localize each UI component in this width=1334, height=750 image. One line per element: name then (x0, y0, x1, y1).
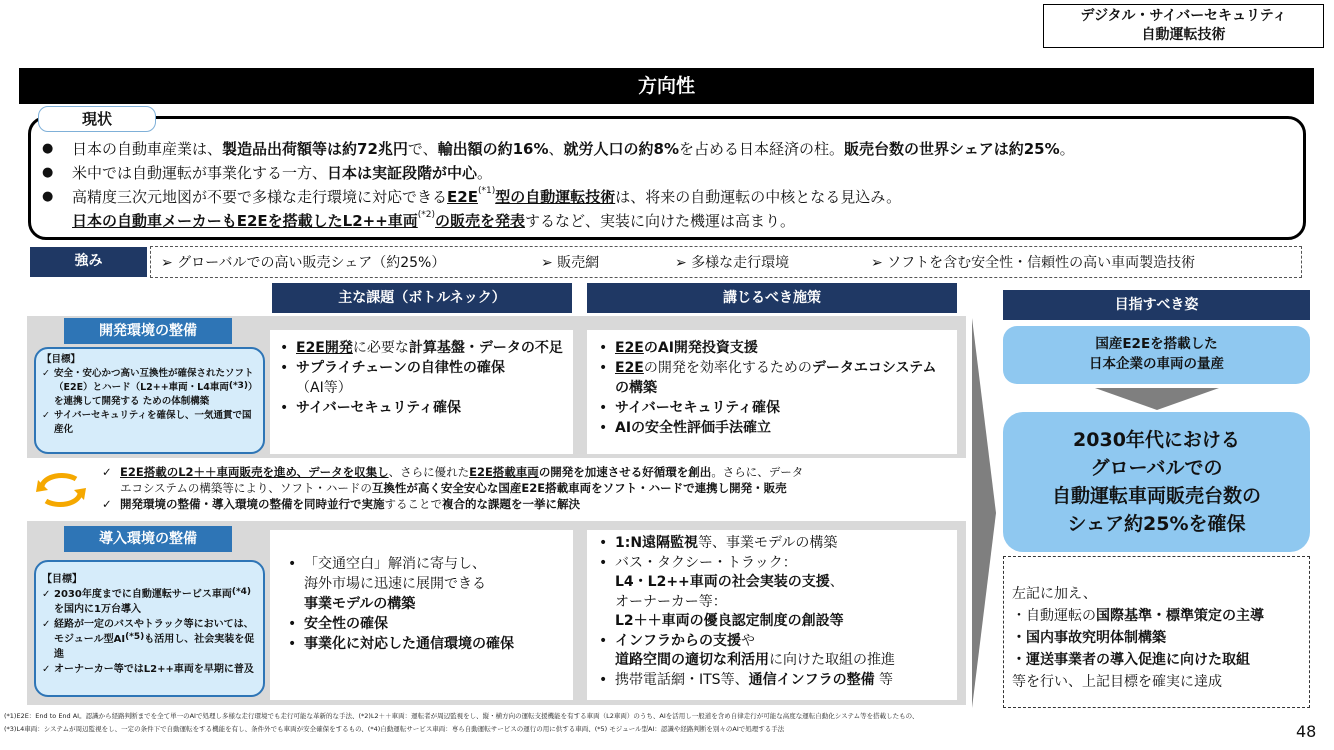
strength-item: ➢ 多様な走行環境 (675, 255, 790, 271)
status-item: ● 日本の自動車産業は、製造品出荷額等は約72兆円で、輸出額の約16%、就労人口の約8%を占める日本経済の柱。販売台数の世界シェアは約25%。 (42, 140, 1075, 158)
measure-item: • E2Eの開発を効率化するためのデータエコシステムの構築 (599, 360, 937, 396)
dev-goal-box (34, 347, 265, 454)
bullet-icon: ● (42, 165, 54, 180)
strength-item: ➢ グローバルでの高い販売シェア（約25%） (161, 255, 446, 271)
check-icon: ✓ (42, 410, 50, 421)
issue-item: • サプライチェーンの自律性の確保 （AI等） (280, 360, 505, 396)
check-icon: ✓ (102, 465, 112, 479)
status-item: ● 高精度三次元地図が不要で多様な走行環境に対応できる$E2E^{(*1)}$型の自動運転技術は、将来の自動運転の中核となる見込み。 (42, 186, 902, 206)
middle-item-cont: エコシステムの構築等により、ソフト・ハードの互換性が高く安全安心な国産E2E搭載車両をソフト・ハードで連携し開発・販売 (120, 481, 787, 495)
goal-title: 【目標】 (42, 574, 82, 585)
dev-tab: 開発環境の整備 (64, 318, 232, 344)
issue-item: • サイバーセキュリティ確保 (280, 400, 462, 416)
dev-issues-cell (270, 330, 573, 454)
section-tag-line2: 自動運転技術 (1141, 27, 1226, 43)
section-tag (1043, 4, 1324, 48)
middle-item: ✓ 開発環境の整備・導入環境の整備を同時並行で実施することで複合的な課題を一挙に解決 (102, 497, 580, 511)
aim-additional-note: 左記に加え、 ・自動運転の国際基準・標準策定の主導 ・国内事故究明体制構築 ・運送事業者の導入促進に向けた取組 等を行い、上記目標を確実に達成 (1003, 556, 1310, 708)
check-icon: ✓ (42, 368, 50, 379)
measure-item: • インフラからの支援や 道路空間の適切な利活用に向けた取組の推進 (599, 632, 895, 668)
issue-item: • E2E開発に必要な計算基盤・データの不足 (280, 340, 563, 356)
check-icon: ✓ (42, 589, 51, 600)
section-tag-line1: デジタル・サイバーセキュリティ (1080, 8, 1287, 24)
measures-header: 講じるべき施策 (587, 283, 957, 313)
middle-item: ✓ E2E搭載のL2＋＋車両販売を進め、データを収集し、さらに優れたE2E搭載車両の開発を加速させる好循環を創出。さらに、データ (102, 465, 804, 479)
right-arrow-icon (970, 318, 998, 708)
check-icon: ✓ (42, 664, 51, 675)
strength-item: ➢ ソフトを含む安全性・信頼性の高い車両製造技術 (871, 255, 1196, 271)
footnote-line: (*3)L4車両：システムが周辺監視をし、一定の条件下で自動運転をする機能を有し、条件外でも車両が安全確保をするもの、(*4)自動運転サービス車両：専ら自動運転サービスの運行の用に供する車両、(*5) モジュール型AI：認識や経路判断を別々のAIで処理する手法 (4, 725, 785, 733)
issues-header: 主な課題（ボトルネック） (272, 283, 572, 313)
bullet-icon: ● (42, 189, 54, 204)
down-arrow-icon (1095, 388, 1219, 410)
middle-band (102, 464, 962, 512)
strengths-list (150, 246, 1302, 278)
page-title: 方向性 (19, 68, 1314, 104)
dev-measures-cell (587, 330, 957, 454)
status-item-continuation: 日本の自動車メーカーもE2Eを搭載したL2++車両$^{(*2)}$の販売を発表するなど、実装に向けた機運は高まり。 (72, 210, 796, 230)
issue-item: • 事業化に対応した通信環境の確保 (288, 636, 514, 652)
intro-measures-cell (587, 530, 957, 700)
issue-item: • 「交通空白」解消に寄与し、 海外市場に迅速に展開できる 事業モデルの構築 (288, 556, 486, 612)
status-list (40, 138, 1300, 232)
goal-item: ✓ 経路が一定のバスやトラック等においては、モジュール型$AI^{(*5)}$も活用し、社会実装を促進 (42, 619, 255, 660)
cycle-icon (32, 470, 90, 510)
aim-mass-production: 国産E2Eを搭載した 日本企業の車両の量産 (1003, 326, 1310, 384)
check-icon: ✓ (102, 497, 112, 511)
aim-share-target: 2030年代における グローバルでの 自動運転車両販売台数の シェア約25%を確保 (1003, 412, 1310, 552)
bullet-icon: ● (42, 141, 54, 156)
intro-issues-cell (270, 530, 573, 700)
goal-item: ✓ サイバーセキュリティを確保し、一気通貫で国産化 (42, 410, 252, 435)
intro-goal-box (34, 560, 265, 697)
status-label: 現状 (38, 106, 156, 132)
footnote-line: (*1)E2E：End to End AI。認識から経路判断までを全て単一のAIで処理し多様な走行環境でも走行可能な革新的な手法、(*2)L2＋＋車両：運転者が周辺監視をし、縦・横方向の運転支援機能を有する車両（L2車両）のうち、AIを活用し一般道を含め自律走行が可能な高度な運転自動化システム等を搭載したもの、 (4, 712, 919, 720)
goal-title: 【目標】 (42, 354, 81, 365)
measure-item: • サイバーセキュリティ確保 (599, 400, 781, 416)
page-number: 48 (1296, 722, 1317, 741)
measure-item: • 1:N遠隔監視等、事業モデルの構築 (599, 535, 838, 551)
issue-item: • 安全性の確保 (288, 616, 388, 632)
check-icon: ✓ (42, 619, 51, 630)
measure-item: • E2EのAI開発投資支援 (599, 340, 758, 356)
intro-tab: 導入環境の整備 (64, 526, 232, 552)
measure-item: • 携帯電話網・ITS等、通信インフラの整備 等 (599, 671, 894, 688)
goal-item: ✓ オーナーカー等ではL2++車両を早期に普及 (42, 664, 254, 675)
strengths-label: 強み (30, 247, 147, 277)
measure-item: • バス・タクシー・トラック： L4・L2++車両の社会実装の支援、 オーナーカー等： L2＋＋車両の優良認定制度の創設等 (599, 554, 844, 629)
measure-item: • AIの安全性評価手法確立 (599, 420, 772, 436)
aim-header: 目指すべき姿 (1003, 290, 1310, 320)
status-item: ● 米中では自動運転が事業化する一方、日本は実証段階が中心。 (42, 164, 493, 182)
strength-item: ➢ 販売網 (541, 255, 600, 271)
goal-item: ✓ 安全・安心かつ高い互換性が確保されたソフト（E2E）とハード（L2++車両・L4車両$^{(*3)}$）を連携して開発する ための体制構築 (42, 368, 254, 407)
goal-item: ✓ 2030年度までに自動運転サービス車両$^{(*4)}$を国内に1万台導入 (42, 587, 252, 615)
